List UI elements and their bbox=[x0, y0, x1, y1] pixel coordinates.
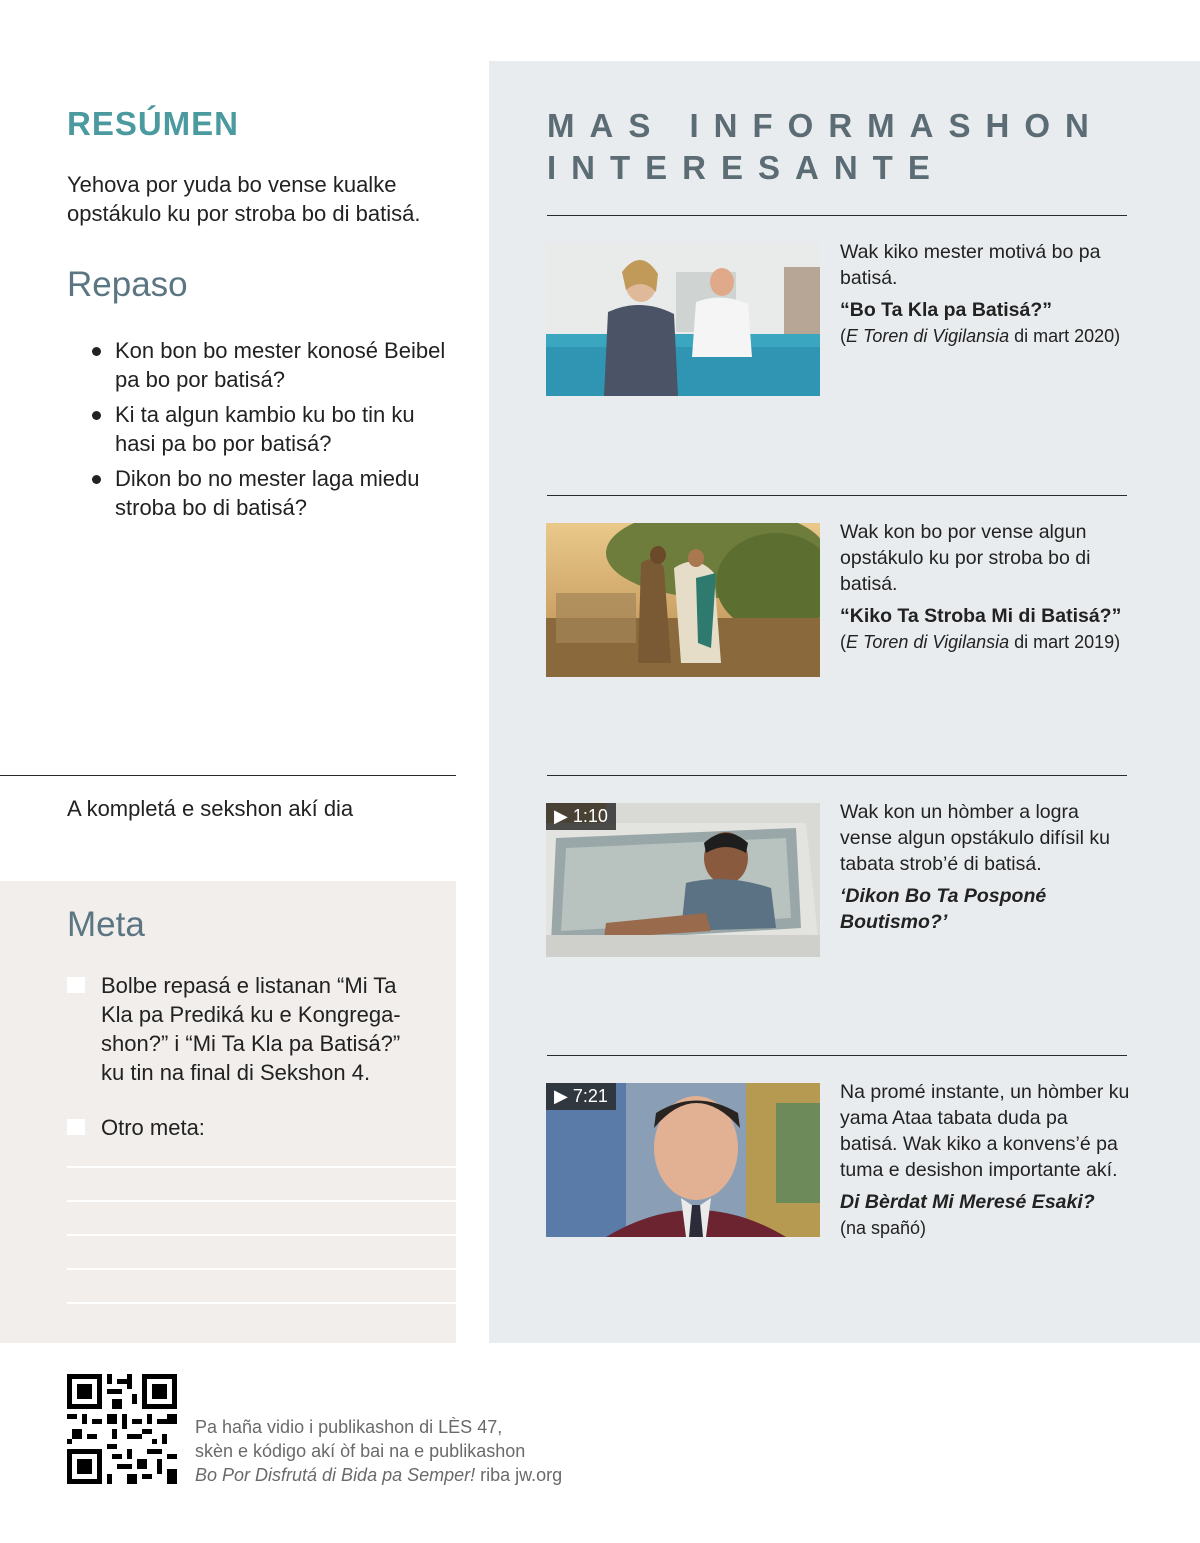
resource-video-portrait[interactable] bbox=[546, 1083, 820, 1237]
writing-line[interactable] bbox=[67, 1200, 456, 1202]
resource-2-description: Wak kon bo por vense algun opstákulo ku por stroba bo di batisá. bbox=[840, 521, 1091, 595]
summary-heading: RESÚMEN bbox=[67, 105, 240, 142]
completed-date-label[interactable]: A kompletá e sekshon akí dia bbox=[67, 796, 354, 821]
play-icon: ▶ bbox=[554, 1086, 568, 1106]
footer-note bbox=[195, 1415, 562, 1487]
resource-4-description: Na promé instante, un hòmber ku yama Ataa tabata duda pa batisá. Wak kiko a konvens’é pa tuma e desishon importante akí. bbox=[840, 1081, 1130, 1181]
divider bbox=[0, 775, 456, 776]
writing-line[interactable] bbox=[67, 1268, 456, 1270]
resource-1-source: (E Toren di Vigilansia di mart 2020) bbox=[840, 326, 1121, 346]
resource-2-title[interactable]: “Kiko Ta Stroba Mi di Batisá?” bbox=[840, 605, 1122, 627]
resource-4-text bbox=[840, 1079, 1130, 1241]
divider bbox=[547, 1055, 1127, 1056]
resource-video-driving[interactable] bbox=[546, 803, 820, 957]
resource-2-text bbox=[840, 519, 1130, 655]
divider bbox=[547, 495, 1127, 496]
bullet-icon bbox=[92, 411, 101, 420]
summary-text: Yehova por yuda bo vense kualke opstákulo ku por stroba bo di batisá. bbox=[67, 172, 421, 226]
footer-line: Bo Por Disfrutá di Bida pa Semper! riba jw.org bbox=[195, 1465, 563, 1485]
list-item: Ki ta algun kambio ku bo tin ku hasi pa bo por batisá? bbox=[90, 400, 460, 458]
publication-title-link[interactable]: Bo Por Disfrutá di Bida pa Semper! bbox=[195, 1465, 476, 1485]
resource-3-text bbox=[840, 799, 1130, 935]
bullet-icon bbox=[92, 347, 101, 356]
goal-text: Bolbe repasá e listanan “Mi Ta Kla pa Prediká ku e Kongrega-shon?” i “Mi Ta Kla pa Batisá?” ku tin na final di Sekshon 4. bbox=[101, 973, 401, 1085]
footer-line: Pa haña vidio i publikashon di LÈS 47, bbox=[195, 1417, 503, 1437]
writing-line[interactable] bbox=[67, 1234, 456, 1236]
resource-image-painting[interactable] bbox=[546, 523, 820, 677]
video-duration: 7:21 bbox=[572, 1086, 608, 1106]
more-info-heading-line2: INTERESANTE bbox=[547, 149, 945, 186]
footer-line: skèn e kódigo akí òf bai na e publikashon bbox=[195, 1441, 526, 1461]
divider bbox=[547, 775, 1127, 776]
review-questions bbox=[90, 336, 460, 528]
resource-4-source: (na spañó) bbox=[840, 1218, 927, 1238]
resource-image-baptism[interactable] bbox=[546, 242, 820, 396]
more-info-heading-line1: MAS INFORMASHON bbox=[547, 107, 1104, 144]
play-icon: ▶ bbox=[554, 806, 568, 826]
goal-text: Otro meta: bbox=[101, 1115, 205, 1140]
resource-1-text bbox=[840, 239, 1130, 349]
qr-code-icon[interactable] bbox=[67, 1374, 177, 1484]
goals-panel bbox=[0, 881, 456, 1343]
goal-item[interactable] bbox=[67, 971, 427, 1087]
checkbox-icon[interactable] bbox=[67, 1119, 85, 1135]
goals-heading: Meta bbox=[67, 905, 145, 944]
list-item: Dikon bo no mester laga miedu stroba bo di batisá? bbox=[90, 464, 460, 522]
review-heading: Repaso bbox=[67, 265, 188, 304]
resource-4-title[interactable]: Di Bèrdat Mi Meresé Esaki? bbox=[840, 1191, 1095, 1213]
resource-1-title[interactable]: “Bo Ta Kla pa Batisá?” bbox=[840, 299, 1053, 321]
video-duration-badge bbox=[546, 1083, 616, 1110]
resource-3-title[interactable]: ‘Dikon Bo Ta Posponé Boutismo?’ bbox=[840, 885, 1047, 933]
writing-line[interactable] bbox=[67, 1166, 456, 1168]
resource-2-source: (E Toren di Vigilansia di mart 2019) bbox=[840, 632, 1121, 652]
resource-3-description: Wak kon un hòmber a logra vense algun opstákulo difísil ku tabata strob’é di batisá. bbox=[840, 801, 1110, 875]
bullet-icon bbox=[92, 475, 101, 484]
more-info-heading bbox=[547, 105, 1147, 189]
video-duration-badge bbox=[546, 803, 616, 830]
divider bbox=[547, 215, 1127, 216]
video-duration: 1:10 bbox=[572, 806, 608, 826]
list-item: Kon bon bo mester konosé Beibel pa bo por batisá? bbox=[90, 336, 460, 394]
resource-1-description: Wak kiko mester motivá bo pa batisá. bbox=[840, 241, 1101, 289]
checkbox-icon[interactable] bbox=[67, 977, 85, 993]
goal-item[interactable] bbox=[67, 1113, 427, 1142]
writing-line[interactable] bbox=[67, 1302, 456, 1304]
